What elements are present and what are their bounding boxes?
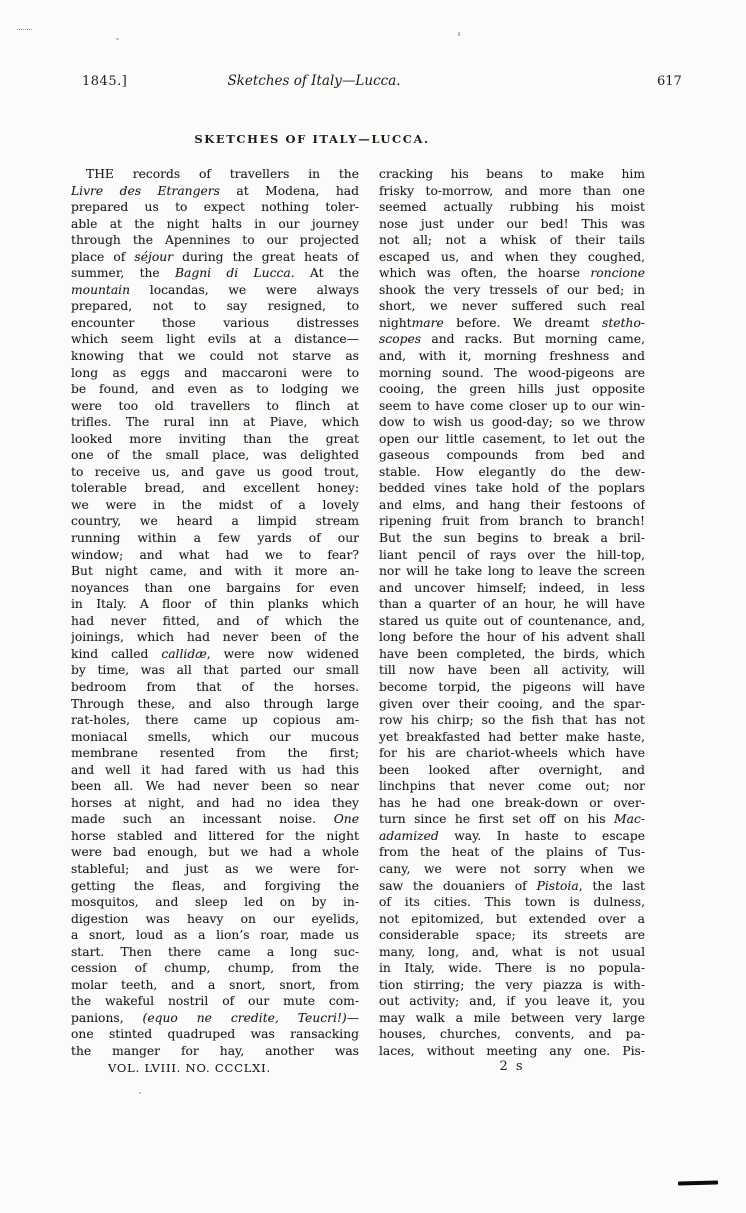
text-line: seemed actually rubbing his moist [379, 200, 645, 215]
text-line: bedroom from that of the horses. [71, 679, 359, 694]
footer-signature-mark: 2 s [499, 1059, 525, 1074]
text-line: have been completed, the birds, which [379, 646, 645, 661]
text-line: encounter those various distresses [71, 315, 359, 330]
header-year: 1845.] [82, 74, 128, 89]
text-line: nightmare before. We dreamt stetho- [379, 315, 645, 330]
text-line: noyances than one bargains for even [71, 580, 359, 595]
text-line: mountain locandas, we were always [71, 282, 359, 297]
text-line: linchpins that never come out; nor [379, 779, 645, 794]
text-line: mosquitos, and sleep led on by in- [71, 895, 359, 910]
text-line: Through these, and also through large [71, 696, 359, 711]
text-line: and uncover himself; indeed, in less [379, 580, 645, 595]
text-line: through the Apennines to our projected [71, 233, 359, 248]
text-line: digestion was heavy on our eyelids, [71, 911, 359, 926]
text-line: may walk a mile between very large [379, 1010, 645, 1025]
text-line: escaped us, and when they coughed, [379, 249, 645, 264]
text-line: stable. How elegantly do the dew- [379, 464, 645, 479]
text-line: panions, (equo ne credite, Teucri!)— [71, 1010, 359, 1025]
text-line: of its cities. This town is dulness, [379, 895, 645, 910]
text-line: shook the very tressels of our bed; in [379, 282, 645, 297]
text-line: prepared us to expect nothing toler- [71, 200, 359, 215]
text-line: horses at night, and had no idea they [71, 795, 359, 810]
text-line: nor will he take long to leave the screen [379, 564, 645, 579]
text-line: a snort, loud as a lion’s roar, made us [71, 928, 359, 943]
text-line: one stinted quadruped was ransacking [71, 1027, 359, 1042]
text-line: liant pencil of rays over the hill-top, [379, 547, 645, 562]
text-line: made such an incessant noise. One [71, 812, 359, 827]
text-line: from the heat of the plains of Tus- [379, 845, 645, 860]
text-line: given over their cooing, and the spar- [379, 696, 645, 711]
scan-speck [116, 38, 119, 40]
text-line: cany, we were not sorry when we [379, 861, 645, 876]
text-line: has he had one break-down or over- [379, 795, 645, 810]
left-column [71, 166, 359, 1060]
text-line: running within a few yards of our [71, 531, 359, 546]
text-line: gaseous compounds from bed and [379, 448, 645, 463]
text-line: cracking his beans to make him [379, 167, 645, 181]
text-line: start. Then there came a long suc- [71, 944, 359, 959]
scan-artifact-dash [17, 29, 32, 32]
text-line: morning sound. The wood-pigeons are [379, 365, 645, 380]
text-line: many, long, and, what is not usual [379, 944, 645, 959]
text-line: looked more inviting than the great [71, 431, 359, 446]
text-line: be found, and even as to lodging we [71, 382, 359, 397]
scan-speck [139, 1092, 141, 1094]
text-line: tion stirring; the very piazza is with- [379, 977, 645, 992]
text-line: able at the night halts in our journey [71, 216, 359, 231]
text-line: which was often, the hoarse roncione [379, 266, 645, 281]
text-line: in Italy, wide. There is no popula- [379, 961, 645, 976]
text-line: dow to wish us good-day; so we throw [379, 415, 645, 430]
text-line: horse stabled and littered for the night [71, 828, 359, 843]
text-line: in Italy. A floor of thin planks which [71, 597, 359, 612]
text-line: and well it had fared with us had this [71, 762, 359, 777]
text-line: THE records of travellers in the [86, 167, 359, 181]
text-line: stableful; and just as we were for- [71, 861, 359, 876]
text-line: were bad enough, but we had a whole [71, 845, 359, 860]
text-line: molar teeth, and a snort, snort, from [71, 977, 359, 992]
text-line: kind called callidæ, were now widened [71, 646, 359, 661]
text-line: seem to have come closer up to our win- [379, 398, 645, 413]
text-line: country, we heard a limpid stream [71, 514, 359, 529]
text-line: adamized way. In haste to escape [379, 828, 645, 843]
text-line: had never fitted, and of which the [71, 613, 359, 628]
text-line: we were in the midst of a lovely [71, 497, 359, 512]
text-line: short, we never suffered such real [379, 299, 645, 314]
text-line: to receive us, and gave us good trout, [71, 464, 359, 479]
scan-artifact-bar [678, 1180, 718, 1185]
text-line: been all. We had never been so near [71, 779, 359, 794]
text-line: prepared, not to say resigned, to [71, 299, 359, 314]
text-line: which seem light evils at a distance— [71, 332, 359, 347]
text-line: cooing, the green hills just opposite [379, 382, 645, 397]
text-line: laces, without meeting any one. Pis- [379, 1043, 645, 1058]
text-line: and, with it, morning freshness and [379, 349, 645, 364]
header-page-number: 617 [657, 74, 682, 89]
text-line: saw the douaniers of Pistoia, the last [379, 878, 645, 893]
text-line: long as eggs and maccaroni were to [71, 365, 359, 380]
text-line: But the sun begins to break a bril- [379, 531, 645, 546]
text-line: summer, the Bagni di Lucca. At the [71, 266, 359, 281]
text-line: rat-holes, there came up copious am- [71, 713, 359, 728]
text-line: window; and what had we to fear? [71, 547, 359, 562]
text-line: joinings, which had never been of the [71, 630, 359, 645]
text-line: nose just under our bed! This was [379, 216, 645, 231]
text-line: cession of chump, chump, from the [71, 961, 359, 976]
text-line: bedded vines take hold of the poplars [379, 481, 645, 496]
text-line: were too old travellers to flinch at [71, 398, 359, 413]
text-line: the wakeful nostril of our mute com- [71, 994, 359, 1009]
text-line: till now have been all activity, will [379, 663, 645, 678]
text-line: moniacal smells, which our mucous [71, 729, 359, 744]
text-line: ripening fruit from branch to branch! [379, 514, 645, 529]
right-column [379, 166, 645, 1060]
text-line: become torpid, the pigeons will have [379, 679, 645, 694]
text-line: the manger for hay, another was [71, 1043, 359, 1058]
text-line: stared us quite out of countenance, and, [379, 613, 645, 628]
text-line: But night came, and with it more an- [71, 564, 359, 579]
text-line: tolerable bread, and excellent honey: [71, 481, 359, 496]
text-line: not all; not a whisk of their tails [379, 233, 645, 248]
text-line: row his chirp; so the fish that has not [379, 713, 645, 728]
text-line: turn since he first set off on his Mac- [379, 812, 645, 827]
scan-speck [458, 32, 460, 36]
text-line: getting the fleas, and forgiving the [71, 878, 359, 893]
text-line: been looked after overnight, and [379, 762, 645, 777]
text-line: Livre des Etrangers at Modena, had [71, 183, 359, 198]
text-line: frisky to-morrow, and more than one [379, 183, 645, 198]
text-line: and elms, and hang their festoons of [379, 497, 645, 512]
text-line: than a quarter of an hour, he will have [379, 597, 645, 612]
text-line: for his are chariot-wheels which have [379, 746, 645, 761]
text-line: knowing that we could not starve as [71, 349, 359, 364]
text-line: not epitomized, but extended over a [379, 911, 645, 926]
text-line: open our little casement, to let out the [379, 431, 645, 446]
text-line: yet breakfasted had better make haste, [379, 729, 645, 744]
article-title: SKETCHES OF ITALY—LUCCA. [194, 132, 430, 146]
header-running-title: Sketches of Italy—Lucca. [227, 73, 401, 89]
text-line: houses, churches, convents, and pa- [379, 1027, 645, 1042]
text-line: membrane resented from the first; [71, 746, 359, 761]
text-line: place of séjour during the great heats of [71, 249, 359, 264]
text-line: out activity; and, if you leave it, you [379, 994, 645, 1009]
text-line: trifles. The rural inn at Piave, which [71, 415, 359, 430]
text-line: scopes and racks. But morning came, [379, 332, 645, 347]
footer-volume-line: VOL. LVIII. NO. CCCLXI. [108, 1061, 271, 1075]
text-line: by time, was all that parted our small [71, 663, 359, 678]
text-line: long before the hour of his advent shall [379, 630, 645, 645]
text-line: one of the small place, was delighted [71, 448, 359, 463]
text-line: considerable space; its streets are [379, 928, 645, 943]
